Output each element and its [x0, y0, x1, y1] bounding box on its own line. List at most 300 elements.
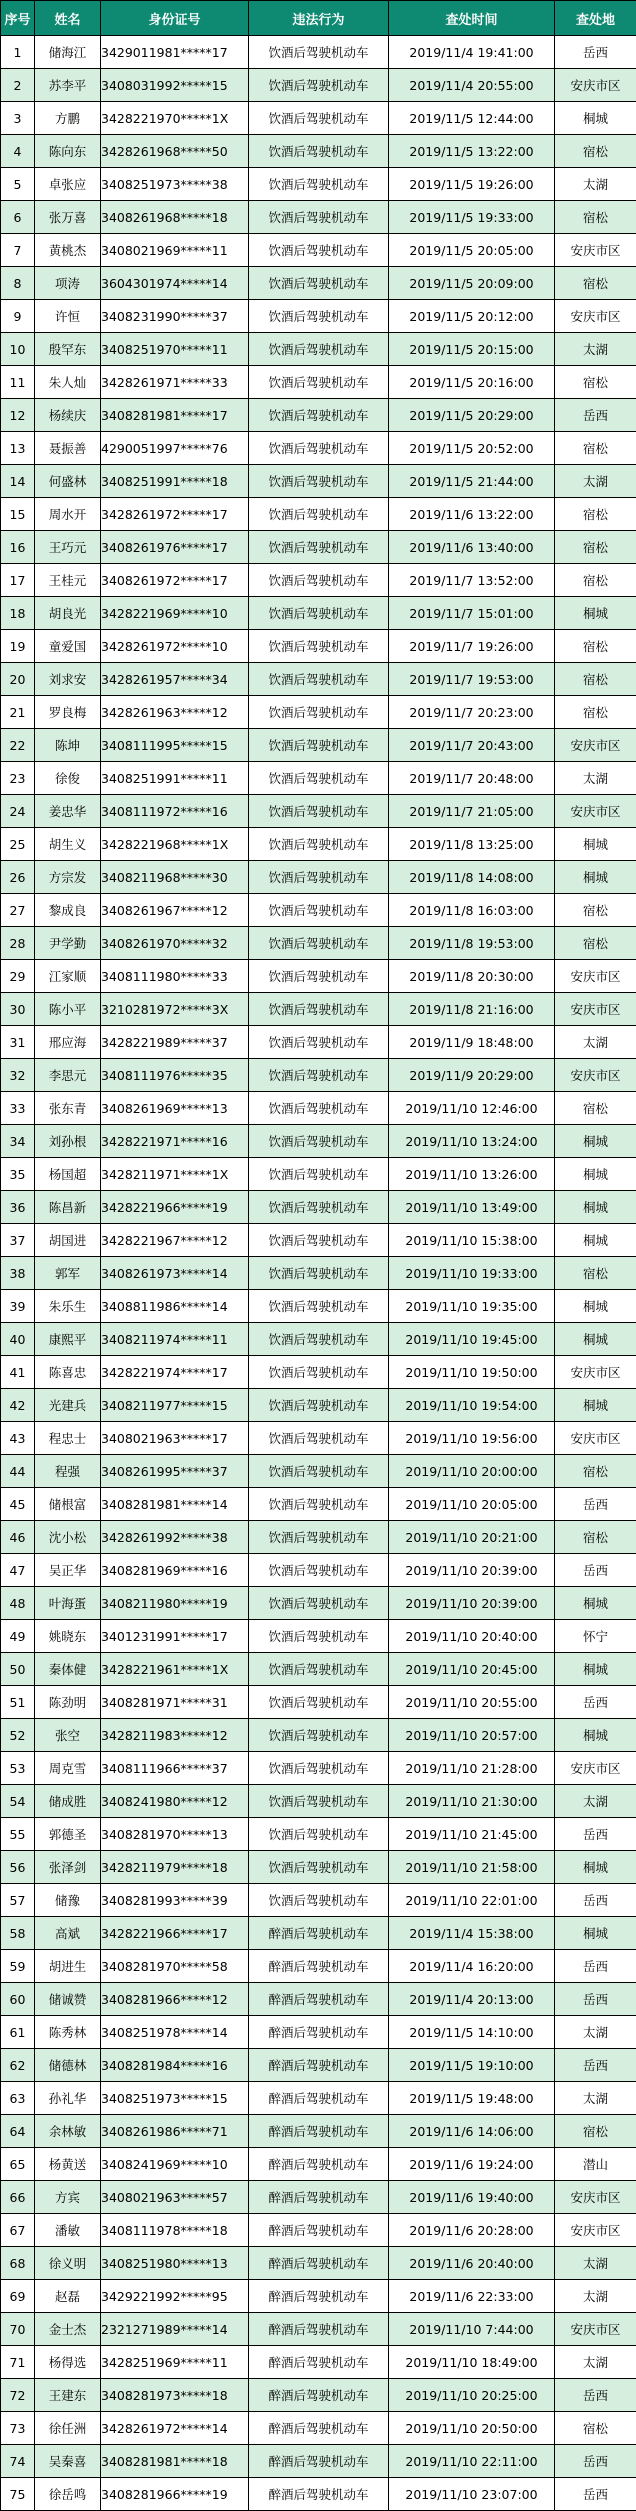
cell-index: 61 — [1, 2016, 35, 2049]
table-row — [1, 366, 636, 399]
cell-index: 47 — [1, 1554, 35, 1587]
cell-id-number: 3428211979*****18 — [101, 1851, 249, 1884]
cell-index: 32 — [1, 1059, 35, 1092]
cell-id-number: 3408261986*****71 — [101, 2115, 249, 2148]
cell-id-number: 3408021963*****17 — [101, 1422, 249, 1455]
cell-place: 桐城 — [555, 1224, 636, 1257]
cell-place: 桐城 — [555, 1653, 636, 1686]
cell-place: 安庆市区 — [555, 795, 636, 828]
cell-time: 2019/11/7 20:48:00 — [389, 762, 555, 795]
cell-time: 2019/11/9 20:29:00 — [389, 1059, 555, 1092]
cell-violation: 醉酒后驾驶机动车 — [249, 2016, 389, 2049]
cell-id-number: 3428261972*****17 — [101, 498, 249, 531]
cell-id-number: 3408111978*****18 — [101, 2214, 249, 2247]
cell-id-number: 3428261972*****10 — [101, 630, 249, 663]
cell-place: 安庆市区 — [555, 300, 636, 333]
cell-violation: 饮酒后驾驶机动车 — [249, 696, 389, 729]
header-row — [1, 1, 636, 36]
table-row — [1, 201, 636, 234]
cell-index: 72 — [1, 2379, 35, 2412]
cell-id-number: 3408111972*****16 — [101, 795, 249, 828]
cell-index: 27 — [1, 894, 35, 927]
cell-id-number: 3408021969*****11 — [101, 234, 249, 267]
cell-place: 岳西 — [555, 1950, 636, 1983]
cell-index: 73 — [1, 2412, 35, 2445]
cell-place: 安庆市区 — [555, 69, 636, 102]
cell-time: 2019/11/7 19:53:00 — [389, 663, 555, 696]
cell-index: 23 — [1, 762, 35, 795]
cell-index: 71 — [1, 2346, 35, 2379]
cell-name: 张东青 — [35, 1092, 101, 1125]
cell-name: 张泽剑 — [35, 1851, 101, 1884]
table-row — [1, 1851, 636, 1884]
cell-time: 2019/11/5 20:09:00 — [389, 267, 555, 300]
cell-index: 40 — [1, 1323, 35, 1356]
table-row — [1, 399, 636, 432]
cell-index: 24 — [1, 795, 35, 828]
cell-place: 桐城 — [555, 1191, 636, 1224]
cell-id-number: 3408281966*****19 — [101, 2478, 249, 2511]
cell-place: 宿松 — [555, 2412, 636, 2445]
cell-time: 2019/11/10 13:49:00 — [389, 1191, 555, 1224]
cell-place: 桐城 — [555, 1125, 636, 1158]
cell-index: 52 — [1, 1719, 35, 1752]
cell-name: 周水开 — [35, 498, 101, 531]
cell-id-number: 3428221989*****37 — [101, 1026, 249, 1059]
cell-id-number: 3428261957*****34 — [101, 663, 249, 696]
cell-id-number: 3408241969*****10 — [101, 2148, 249, 2181]
table-row — [1, 2346, 636, 2379]
cell-time: 2019/11/10 19:50:00 — [389, 1356, 555, 1389]
cell-time: 2019/11/9 18:48:00 — [389, 1026, 555, 1059]
cell-name: 胡生义 — [35, 828, 101, 861]
cell-id-number: 3408251978*****14 — [101, 2016, 249, 2049]
cell-place: 怀宁 — [555, 1620, 636, 1653]
cell-place: 桐城 — [555, 1851, 636, 1884]
cell-index: 46 — [1, 1521, 35, 1554]
table-row — [1, 993, 636, 1026]
cell-id-number: 3429011981*****17 — [101, 36, 249, 69]
cell-violation: 醉酒后驾驶机动车 — [249, 2379, 389, 2412]
cell-place: 太湖 — [555, 168, 636, 201]
table-row — [1, 465, 636, 498]
cell-id-number: 3428261972*****14 — [101, 2412, 249, 2445]
cell-id-number: 3408261972*****17 — [101, 564, 249, 597]
cell-violation: 饮酒后驾驶机动车 — [249, 465, 389, 498]
table-row — [1, 2445, 636, 2478]
cell-id-number: 3408211977*****15 — [101, 1389, 249, 1422]
cell-time: 2019/11/10 23:07:00 — [389, 2478, 555, 2511]
cell-name: 胡进生 — [35, 1950, 101, 1983]
cell-name: 余林敏 — [35, 2115, 101, 2148]
cell-index: 16 — [1, 531, 35, 564]
cell-violation: 饮酒后驾驶机动车 — [249, 1587, 389, 1620]
cell-time: 2019/11/7 15:01:00 — [389, 597, 555, 630]
cell-name: 康熙平 — [35, 1323, 101, 1356]
cell-name: 方宗发 — [35, 861, 101, 894]
table-row — [1, 36, 636, 69]
cell-place: 宿松 — [555, 201, 636, 234]
cell-id-number: 3428221966*****17 — [101, 1917, 249, 1950]
cell-violation: 饮酒后驾驶机动车 — [249, 1059, 389, 1092]
cell-time: 2019/11/10 19:45:00 — [389, 1323, 555, 1356]
cell-place: 安庆市区 — [555, 1752, 636, 1785]
cell-name: 储德林 — [35, 2049, 101, 2082]
cell-index: 35 — [1, 1158, 35, 1191]
cell-violation: 饮酒后驾驶机动车 — [249, 201, 389, 234]
cell-time: 2019/11/10 22:01:00 — [389, 1884, 555, 1917]
cell-index: 37 — [1, 1224, 35, 1257]
cell-index: 3 — [1, 102, 35, 135]
cell-index: 10 — [1, 333, 35, 366]
cell-place: 安庆市区 — [555, 960, 636, 993]
cell-index: 28 — [1, 927, 35, 960]
cell-index: 44 — [1, 1455, 35, 1488]
cell-index: 56 — [1, 1851, 35, 1884]
cell-id-number: 3428221966*****19 — [101, 1191, 249, 1224]
cell-time: 2019/11/8 20:30:00 — [389, 960, 555, 993]
table-row — [1, 300, 636, 333]
cell-violation: 饮酒后驾驶机动车 — [249, 1356, 389, 1389]
table-header — [1, 1, 636, 36]
table-row — [1, 69, 636, 102]
cell-place: 岳西 — [555, 1686, 636, 1719]
cell-violation: 饮酒后驾驶机动车 — [249, 1785, 389, 1818]
cell-place: 桐城 — [555, 861, 636, 894]
cell-time: 2019/11/4 19:41:00 — [389, 36, 555, 69]
cell-place: 太湖 — [555, 762, 636, 795]
cell-index: 45 — [1, 1488, 35, 1521]
cell-id-number: 3408251973*****38 — [101, 168, 249, 201]
cell-place: 安庆市区 — [555, 1356, 636, 1389]
cell-id-number: 3408261973*****14 — [101, 1257, 249, 1290]
cell-name: 王建东 — [35, 2379, 101, 2412]
table-row — [1, 1950, 636, 1983]
table-row — [1, 1224, 636, 1257]
cell-name: 项涛 — [35, 267, 101, 300]
cell-name: 卓张应 — [35, 168, 101, 201]
cell-time: 2019/11/10 20:50:00 — [389, 2412, 555, 2445]
cell-index: 50 — [1, 1653, 35, 1686]
cell-place: 岳西 — [555, 1983, 636, 2016]
cell-name: 光建兵 — [35, 1389, 101, 1422]
column-header-violation: 违法行为 — [249, 1, 389, 36]
cell-name: 赵磊 — [35, 2280, 101, 2313]
cell-time: 2019/11/8 16:03:00 — [389, 894, 555, 927]
cell-time: 2019/11/5 20:16:00 — [389, 366, 555, 399]
cell-violation: 饮酒后驾驶机动车 — [249, 564, 389, 597]
cell-id-number: 3408261967*****12 — [101, 894, 249, 927]
cell-index: 6 — [1, 201, 35, 234]
cell-name: 陈劲明 — [35, 1686, 101, 1719]
cell-name: 陈向东 — [35, 135, 101, 168]
cell-place: 宿松 — [555, 432, 636, 465]
cell-violation: 饮酒后驾驶机动车 — [249, 1257, 389, 1290]
cell-index: 59 — [1, 1950, 35, 1983]
cell-violation: 饮酒后驾驶机动车 — [249, 1026, 389, 1059]
column-header-place: 查处地 — [555, 1, 636, 36]
cell-violation: 醉酒后驾驶机动车 — [249, 2445, 389, 2478]
cell-id-number: 3408231990*****37 — [101, 300, 249, 333]
cell-time: 2019/11/10 7:44:00 — [389, 2313, 555, 2346]
cell-violation: 饮酒后驾驶机动车 — [249, 432, 389, 465]
table-row — [1, 2082, 636, 2115]
cell-place: 太湖 — [555, 465, 636, 498]
table-row — [1, 102, 636, 135]
cell-violation: 饮酒后驾驶机动车 — [249, 1686, 389, 1719]
cell-place: 安庆市区 — [555, 1059, 636, 1092]
cell-violation: 饮酒后驾驶机动车 — [249, 663, 389, 696]
cell-violation: 饮酒后驾驶机动车 — [249, 168, 389, 201]
table-row — [1, 1455, 636, 1488]
cell-index: 19 — [1, 630, 35, 663]
cell-name: 徐岳鸣 — [35, 2478, 101, 2511]
cell-index: 33 — [1, 1092, 35, 1125]
cell-index: 13 — [1, 432, 35, 465]
cell-violation: 醉酒后驾驶机动车 — [249, 2181, 389, 2214]
table-row — [1, 729, 636, 762]
cell-time: 2019/11/6 13:22:00 — [389, 498, 555, 531]
cell-id-number: 3408251980*****13 — [101, 2247, 249, 2280]
cell-violation: 饮酒后驾驶机动车 — [249, 1191, 389, 1224]
table-row — [1, 2379, 636, 2412]
cell-name: 黎成良 — [35, 894, 101, 927]
cell-violation: 饮酒后驾驶机动车 — [249, 993, 389, 1026]
cell-name: 储根富 — [35, 1488, 101, 1521]
cell-time: 2019/11/5 19:26:00 — [389, 168, 555, 201]
cell-name: 储海江 — [35, 36, 101, 69]
cell-time: 2019/11/6 20:28:00 — [389, 2214, 555, 2247]
cell-name: 张万喜 — [35, 201, 101, 234]
cell-time: 2019/11/7 20:23:00 — [389, 696, 555, 729]
cell-violation: 饮酒后驾驶机动车 — [249, 795, 389, 828]
cell-place: 安庆市区 — [555, 729, 636, 762]
table-row — [1, 2313, 636, 2346]
cell-time: 2019/11/6 19:40:00 — [389, 2181, 555, 2214]
cell-time: 2019/11/10 19:35:00 — [389, 1290, 555, 1323]
cell-name: 王桂元 — [35, 564, 101, 597]
cell-id-number: 3408251970*****11 — [101, 333, 249, 366]
cell-name: 朱乐生 — [35, 1290, 101, 1323]
cell-violation: 饮酒后驾驶机动车 — [249, 1884, 389, 1917]
cell-index: 63 — [1, 2082, 35, 2115]
table-row — [1, 1719, 636, 1752]
table-row — [1, 597, 636, 630]
cell-place: 岳西 — [555, 2445, 636, 2478]
cell-place: 潜山 — [555, 2148, 636, 2181]
cell-place: 宿松 — [555, 2115, 636, 2148]
cell-violation: 饮酒后驾驶机动车 — [249, 1851, 389, 1884]
cell-time: 2019/11/8 13:25:00 — [389, 828, 555, 861]
cell-index: 67 — [1, 2214, 35, 2247]
cell-place: 安庆市区 — [555, 2181, 636, 2214]
cell-violation: 饮酒后驾驶机动车 — [249, 762, 389, 795]
cell-id-number: 3210281972*****3X — [101, 993, 249, 1026]
cell-time: 2019/11/10 12:46:00 — [389, 1092, 555, 1125]
cell-index: 34 — [1, 1125, 35, 1158]
cell-name: 周克雪 — [35, 1752, 101, 1785]
cell-id-number: 3408021963*****57 — [101, 2181, 249, 2214]
cell-index: 69 — [1, 2280, 35, 2313]
cell-index: 48 — [1, 1587, 35, 1620]
cell-time: 2019/11/5 21:44:00 — [389, 465, 555, 498]
cell-name: 孙礼华 — [35, 2082, 101, 2115]
cell-id-number: 3428221968*****1X — [101, 828, 249, 861]
cell-index: 57 — [1, 1884, 35, 1917]
cell-index: 14 — [1, 465, 35, 498]
cell-time: 2019/11/10 20:40:00 — [389, 1620, 555, 1653]
cell-violation: 饮酒后驾驶机动车 — [249, 1488, 389, 1521]
table-row — [1, 630, 636, 663]
cell-violation: 饮酒后驾驶机动车 — [249, 1224, 389, 1257]
cell-index: 68 — [1, 2247, 35, 2280]
cell-time: 2019/11/4 15:38:00 — [389, 1917, 555, 1950]
cell-violation: 醉酒后驾驶机动车 — [249, 2148, 389, 2181]
cell-id-number: 3408111976*****35 — [101, 1059, 249, 1092]
cell-time: 2019/11/10 19:33:00 — [389, 1257, 555, 1290]
cell-time: 2019/11/10 20:00:00 — [389, 1455, 555, 1488]
cell-violation: 饮酒后驾驶机动车 — [249, 1818, 389, 1851]
cell-name: 陈喜忠 — [35, 1356, 101, 1389]
cell-violation: 醉酒后驾驶机动车 — [249, 2247, 389, 2280]
cell-name: 杨黄送 — [35, 2148, 101, 2181]
cell-name: 姚晓东 — [35, 1620, 101, 1653]
cell-index: 51 — [1, 1686, 35, 1719]
cell-index: 7 — [1, 234, 35, 267]
cell-place: 宿松 — [555, 630, 636, 663]
cell-place: 宿松 — [555, 1092, 636, 1125]
cell-id-number: 3408031992*****15 — [101, 69, 249, 102]
cell-place: 桐城 — [555, 102, 636, 135]
cell-id-number: 3408211974*****11 — [101, 1323, 249, 1356]
table-row — [1, 498, 636, 531]
cell-violation: 醉酒后驾驶机动车 — [249, 1950, 389, 1983]
cell-name: 金士杰 — [35, 2313, 101, 2346]
cell-name: 黄桃杰 — [35, 234, 101, 267]
cell-place: 桐城 — [555, 828, 636, 861]
cell-time: 2019/11/5 20:15:00 — [389, 333, 555, 366]
column-header-name: 姓名 — [35, 1, 101, 36]
cell-violation: 醉酒后驾驶机动车 — [249, 2049, 389, 2082]
cell-time: 2019/11/8 14:08:00 — [389, 861, 555, 894]
table-row — [1, 432, 636, 465]
cell-index: 22 — [1, 729, 35, 762]
cell-index: 31 — [1, 1026, 35, 1059]
cell-place: 宿松 — [555, 366, 636, 399]
cell-violation: 醉酒后驾驶机动车 — [249, 2280, 389, 2313]
table-row — [1, 1752, 636, 1785]
cell-violation: 饮酒后驾驶机动车 — [249, 1521, 389, 1554]
table-row — [1, 795, 636, 828]
cell-place: 宿松 — [555, 1521, 636, 1554]
cell-violation: 饮酒后驾驶机动车 — [249, 1290, 389, 1323]
cell-name: 储诚赞 — [35, 1983, 101, 2016]
cell-name: 陈坤 — [35, 729, 101, 762]
cell-violation: 醉酒后驾驶机动车 — [249, 2412, 389, 2445]
table-body — [1, 36, 636, 2511]
cell-name: 叶海蛋 — [35, 1587, 101, 1620]
cell-place: 桐城 — [555, 1587, 636, 1620]
cell-index: 26 — [1, 861, 35, 894]
cell-id-number: 3408261969*****13 — [101, 1092, 249, 1125]
column-header-time: 查处时间 — [389, 1, 555, 36]
cell-violation: 饮酒后驾驶机动车 — [249, 729, 389, 762]
cell-time: 2019/11/10 19:56:00 — [389, 1422, 555, 1455]
cell-id-number: 3408281981*****14 — [101, 1488, 249, 1521]
table-row — [1, 531, 636, 564]
cell-time: 2019/11/5 19:48:00 — [389, 2082, 555, 2115]
cell-name: 胡良光 — [35, 597, 101, 630]
table-row — [1, 333, 636, 366]
table-row — [1, 1785, 636, 1818]
cell-time: 2019/11/10 21:58:00 — [389, 1851, 555, 1884]
cell-id-number: 3428221961*****1X — [101, 1653, 249, 1686]
cell-violation: 饮酒后驾驶机动车 — [249, 828, 389, 861]
cell-name: 杨续庆 — [35, 399, 101, 432]
cell-place: 安庆市区 — [555, 993, 636, 1026]
cell-place: 安庆市区 — [555, 2214, 636, 2247]
cell-place: 岳西 — [555, 2379, 636, 2412]
table-row — [1, 663, 636, 696]
cell-index: 2 — [1, 69, 35, 102]
cell-place: 岳西 — [555, 2049, 636, 2082]
cell-id-number: 3408261970*****32 — [101, 927, 249, 960]
cell-time: 2019/11/10 20:45:00 — [389, 1653, 555, 1686]
cell-name: 朱人灿 — [35, 366, 101, 399]
cell-time: 2019/11/10 20:25:00 — [389, 2379, 555, 2412]
cell-violation: 饮酒后驾驶机动车 — [249, 1455, 389, 1488]
cell-id-number: 3428221971*****16 — [101, 1125, 249, 1158]
table-row — [1, 1290, 636, 1323]
cell-index: 12 — [1, 399, 35, 432]
cell-violation: 饮酒后驾驶机动车 — [249, 1752, 389, 1785]
cell-id-number: 3429221992*****95 — [101, 2280, 249, 2313]
cell-place: 宿松 — [555, 531, 636, 564]
table-row — [1, 1158, 636, 1191]
cell-place: 宿松 — [555, 1257, 636, 1290]
cell-id-number: 3428261971*****33 — [101, 366, 249, 399]
table-row — [1, 2148, 636, 2181]
table-row — [1, 2280, 636, 2313]
cell-index: 49 — [1, 1620, 35, 1653]
cell-name: 王巧元 — [35, 531, 101, 564]
table-row — [1, 861, 636, 894]
cell-time: 2019/11/10 18:49:00 — [389, 2346, 555, 2379]
cell-place: 太湖 — [555, 2016, 636, 2049]
cell-violation: 饮酒后驾驶机动车 — [249, 69, 389, 102]
cell-name: 潘敏 — [35, 2214, 101, 2247]
cell-time: 2019/11/6 13:40:00 — [389, 531, 555, 564]
cell-violation: 醉酒后驾驶机动车 — [249, 2214, 389, 2247]
cell-index: 64 — [1, 2115, 35, 2148]
cell-violation: 饮酒后驾驶机动车 — [249, 135, 389, 168]
cell-place: 宿松 — [555, 267, 636, 300]
cell-id-number: 3428261992*****38 — [101, 1521, 249, 1554]
cell-name: 许恒 — [35, 300, 101, 333]
cell-index: 29 — [1, 960, 35, 993]
cell-violation: 饮酒后驾驶机动车 — [249, 498, 389, 531]
cell-place: 宿松 — [555, 135, 636, 168]
cell-place: 太湖 — [555, 2247, 636, 2280]
table-row — [1, 1323, 636, 1356]
table-row — [1, 1620, 636, 1653]
table-row — [1, 1917, 636, 1950]
cell-violation: 醉酒后驾驶机动车 — [249, 2313, 389, 2346]
table-row — [1, 2247, 636, 2280]
cell-violation: 饮酒后驾驶机动车 — [249, 630, 389, 663]
cell-place: 太湖 — [555, 2082, 636, 2115]
cell-index: 55 — [1, 1818, 35, 1851]
